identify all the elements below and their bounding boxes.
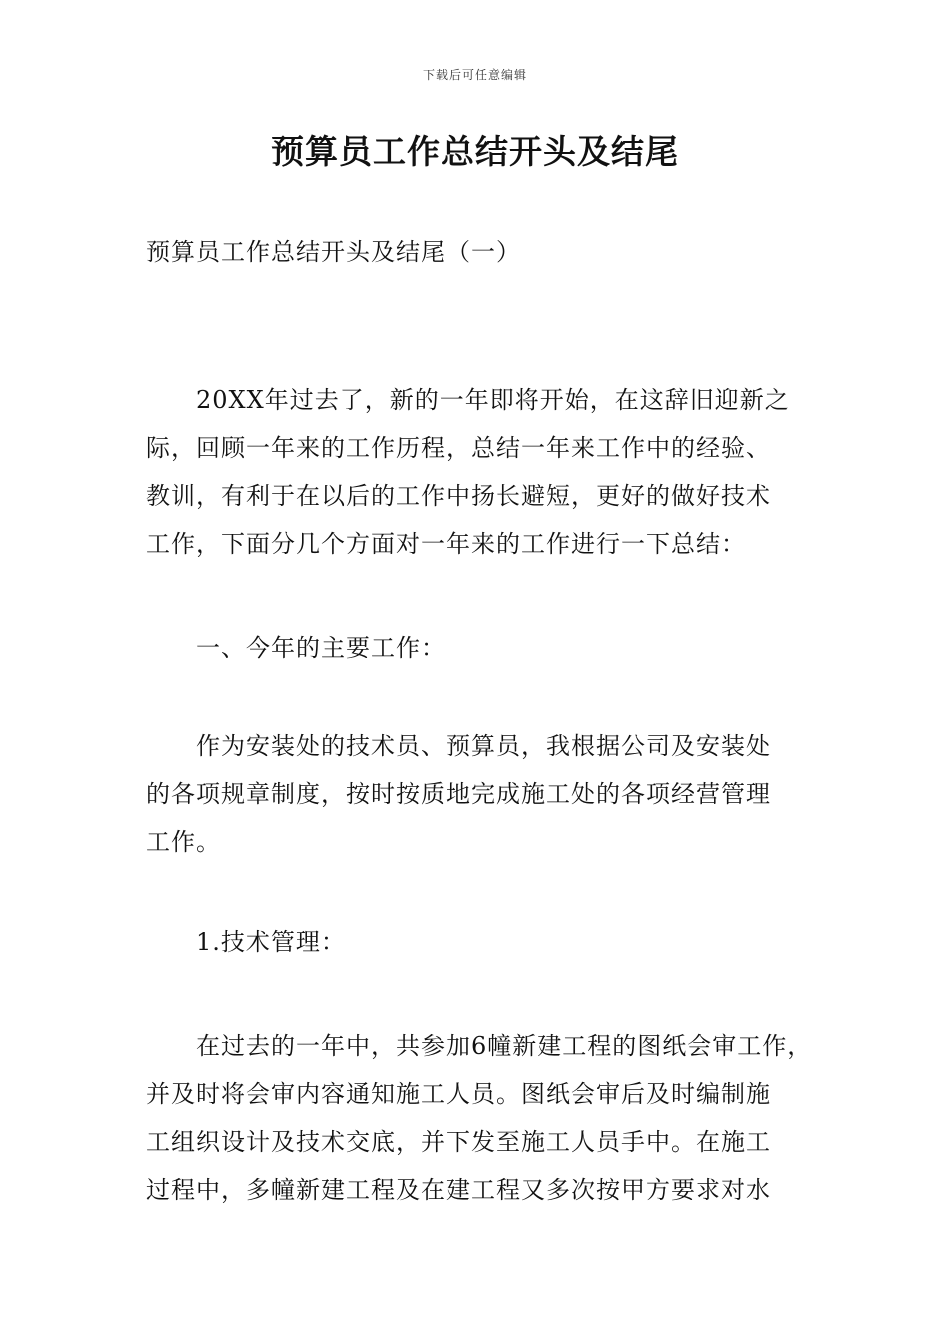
- paragraph-role: [146, 722, 806, 866]
- paragraph-line: 际，回顾一年来的工作历程，总结一年来工作中的经验、: [146, 434, 771, 462]
- paragraph-line: 工作。: [146, 828, 221, 856]
- paragraph-line: 工组织设计及技术交底，并下发至施工人员手中。在施工: [146, 1128, 771, 1156]
- paragraph-line: 20XX年过去了，新的一年即将开始，在这辞旧迎新之: [196, 386, 790, 414]
- section-subtitle: 预算员工作总结开头及结尾（一）: [146, 238, 521, 266]
- paragraph-line: 工作，下面分几个方面对一年来的工作进行一下总结：: [146, 530, 746, 558]
- paragraph-line: 教训，有利于在以后的工作中扬长避短，更好的做好技术: [146, 482, 771, 510]
- paragraph-tech-details: [146, 1022, 813, 1214]
- heading-main-work: [146, 624, 806, 672]
- paragraph-line: 1.技术管理：: [196, 928, 346, 956]
- paragraph-line: 并及时将会审内容通知施工人员。图纸会审后及时编制施: [146, 1080, 771, 1108]
- paragraph-line: 的各项规章制度，按时按质地完成施工处的各项经营管理: [146, 780, 771, 808]
- paragraph-line: 一、今年的主要工作：: [196, 634, 446, 662]
- paragraph-line: 过程中，多幢新建工程及在建工程又多次按甲方要求对水: [146, 1176, 771, 1204]
- header-note: 下载后可任意编辑: [422, 68, 527, 82]
- paragraph-line: 作为安装处的技术员、预算员，我根据公司及安装处: [196, 732, 771, 760]
- document-title: 预算员工作总结开头及结尾: [271, 132, 679, 171]
- heading-tech-management: [146, 918, 806, 966]
- paragraph-intro: [146, 376, 806, 568]
- paragraph-line: 在过去的一年中，共参加6幢新建工程的图纸会审工作，: [196, 1032, 813, 1060]
